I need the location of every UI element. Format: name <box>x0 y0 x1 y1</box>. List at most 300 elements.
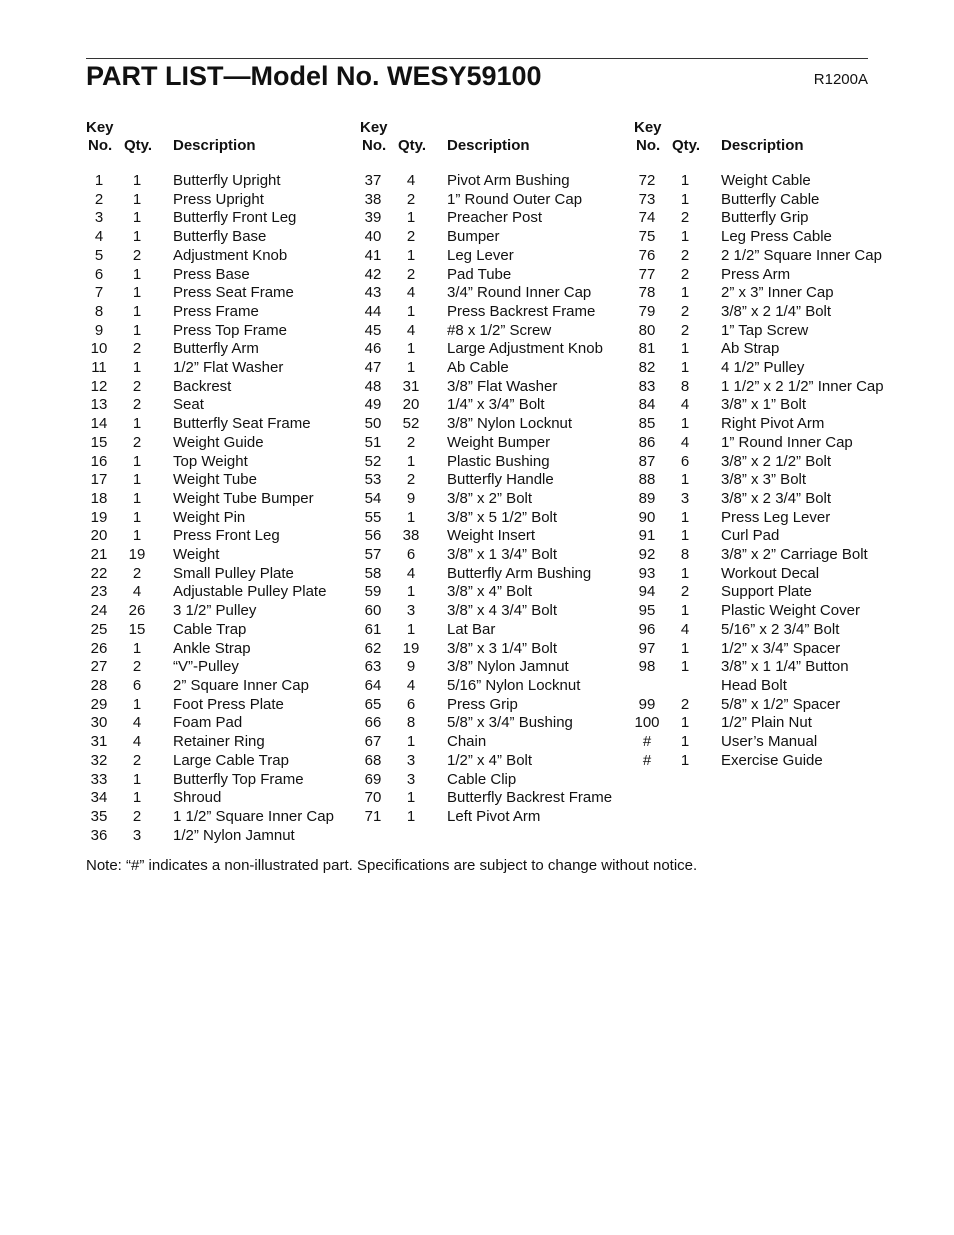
part-key-no: 45 <box>364 321 382 339</box>
part-qty: 1 <box>680 284 690 302</box>
part-key-no: 27 <box>90 658 108 676</box>
part-row <box>86 789 354 808</box>
top-rule <box>86 58 868 59</box>
part-qty: 2 <box>132 246 142 264</box>
part-description: User’s Manual <box>721 733 818 751</box>
part-description: Butterfly Backrest Frame <box>447 789 613 807</box>
part-description: Butterfly Handle <box>447 471 554 489</box>
part-qty: 2 <box>680 695 690 713</box>
part-description: Press Arm <box>721 265 791 283</box>
part-row <box>86 527 354 546</box>
part-description: Press Top Frame <box>173 321 287 339</box>
part-key-no: 40 <box>364 228 382 246</box>
part-qty: 1 <box>680 714 690 732</box>
part-key-no: 9 <box>94 321 104 339</box>
part-row <box>86 658 354 677</box>
part-description: 3 1/2” Pulley <box>173 602 257 620</box>
part-description: 3/8” Nylon Locknut <box>447 415 573 433</box>
part-row <box>360 509 628 528</box>
part-qty: 1 <box>680 639 690 657</box>
part-qty: 2 <box>132 396 142 414</box>
part-row <box>360 453 628 472</box>
part-description: Press Front Leg <box>173 527 280 545</box>
part-row <box>360 527 628 546</box>
part-qty: 2 <box>680 209 690 227</box>
part-row <box>634 303 934 322</box>
part-key-no: 18 <box>90 489 108 507</box>
part-row <box>360 808 628 827</box>
part-qty: 1 <box>132 209 142 227</box>
part-qty: 1 <box>406 583 416 601</box>
part-description: Preacher Post <box>447 209 543 227</box>
part-description: 1” Round Inner Cap <box>721 433 853 451</box>
part-qty: 3 <box>406 602 416 620</box>
header-no: No. <box>362 137 387 154</box>
part-row <box>86 471 354 490</box>
part-row <box>86 378 354 397</box>
part-row <box>634 172 934 191</box>
part-row <box>360 546 628 565</box>
part-description: Butterfly Front Leg <box>173 209 297 227</box>
part-key-no: 48 <box>364 377 382 395</box>
part-key-no: 81 <box>638 340 656 358</box>
part-qty: 31 <box>402 377 420 395</box>
part-description: Ab Strap <box>721 340 780 358</box>
part-row <box>86 640 354 659</box>
part-row <box>86 359 354 378</box>
part-key-no: 11 <box>91 359 107 377</box>
part-key-no: 26 <box>90 639 108 657</box>
part-qty: 6 <box>406 695 416 713</box>
part-row <box>86 434 354 453</box>
part-key-no: 61 <box>364 620 382 638</box>
part-description: Weight Tube <box>173 471 257 489</box>
part-description: Plastic Weight Cover <box>721 602 860 620</box>
part-key-no: 20 <box>90 527 108 545</box>
part-key-no: 87 <box>638 452 656 470</box>
column-header <box>634 119 934 172</box>
part-row <box>634 359 934 378</box>
part-qty: 1 <box>132 228 142 246</box>
part-description: 1/2” x 4” Bolt <box>447 751 533 769</box>
part-qty: 3 <box>132 826 142 844</box>
part-qty: 4 <box>132 714 142 732</box>
part-key-no: 66 <box>364 714 382 732</box>
part-row <box>360 228 628 247</box>
part-row <box>360 490 628 509</box>
part-row <box>634 378 934 397</box>
part-key-no: 24 <box>90 602 108 620</box>
part-qty: 19 <box>402 639 420 657</box>
part-qty: 1 <box>680 508 690 526</box>
part-qty: 1 <box>132 770 142 788</box>
part-row <box>634 752 934 771</box>
part-key-no: 52 <box>364 452 382 470</box>
part-description: Cable Trap <box>173 620 247 638</box>
part-description: Pad Tube <box>447 265 512 283</box>
part-key-no: 3 <box>94 209 104 227</box>
part-qty: 4 <box>680 620 690 638</box>
part-row <box>86 771 354 790</box>
part-qty: 4 <box>132 583 142 601</box>
part-qty: 1 <box>132 284 142 302</box>
part-row <box>634 583 934 602</box>
part-qty: 1 <box>406 452 416 470</box>
part-qty: 19 <box>128 546 146 564</box>
part-qty: 4 <box>132 733 142 751</box>
part-row <box>634 509 934 528</box>
part-qty: 1 <box>680 172 690 189</box>
part-key-no: 72 <box>638 172 656 189</box>
part-description: 1/4” x 3/4” Bolt <box>447 396 545 414</box>
part-key-no: 76 <box>638 246 656 264</box>
part-description: Press Seat Frame <box>173 284 294 302</box>
part-row <box>634 565 934 584</box>
part-qty: 1 <box>680 228 690 246</box>
part-row <box>634 396 934 415</box>
part-qty: 4 <box>406 284 416 302</box>
part-row <box>86 228 354 247</box>
part-row <box>86 546 354 565</box>
part-qty: 4 <box>406 172 416 189</box>
part-key-no: 10 <box>90 340 108 358</box>
part-key-no: 39 <box>364 209 382 227</box>
part-description: Butterfly Upright <box>173 172 281 189</box>
part-row <box>360 378 628 397</box>
part-key-no: 92 <box>638 546 656 564</box>
part-row <box>360 771 628 790</box>
part-qty: 1 <box>406 508 416 526</box>
part-qty: 15 <box>128 620 146 638</box>
part-description: Weight Insert <box>447 527 536 545</box>
part-row <box>86 340 354 359</box>
part-description: Weight Bumper <box>447 433 551 451</box>
part-description: Small Pulley Plate <box>173 564 294 582</box>
part-key-no: 29 <box>90 695 108 713</box>
part-row <box>360 359 628 378</box>
part-row <box>360 583 628 602</box>
part-description: Right Pivot Arm <box>721 415 825 433</box>
part-qty: 1 <box>680 658 690 676</box>
part-description: Butterfly Arm <box>173 340 259 358</box>
part-key-no: 80 <box>638 321 656 339</box>
part-key-no: 25 <box>90 620 108 638</box>
part-row <box>360 658 628 677</box>
part-row <box>634 340 934 359</box>
part-qty: 2 <box>680 583 690 601</box>
part-row <box>634 266 934 285</box>
part-qty: 3 <box>406 751 416 769</box>
part-description: 2 1/2” Square Inner Cap <box>721 246 882 264</box>
part-description: Plastic Bushing <box>447 452 550 470</box>
part-key-no: 54 <box>364 489 382 507</box>
part-row <box>86 714 354 733</box>
parts-rows <box>360 172 628 827</box>
part-key-no: 83 <box>638 377 656 395</box>
part-row <box>634 640 934 659</box>
part-key-no: 2 <box>94 190 104 208</box>
part-key-no: 68 <box>364 751 382 769</box>
part-description: 3/8” Nylon Jamnut <box>447 658 569 676</box>
part-description: 5/8” x 3/4” Bushing <box>447 714 573 732</box>
part-key-no: # <box>642 751 652 769</box>
part-key-no: 69 <box>364 770 382 788</box>
part-key-no: 85 <box>638 415 656 433</box>
part-key-no: 75 <box>638 228 656 246</box>
part-description: #8 x 1/2” Screw <box>447 321 552 339</box>
part-description: 1/2” x 3/4” Spacer <box>721 639 841 657</box>
part-row <box>86 247 354 266</box>
part-row <box>360 322 628 341</box>
part-row <box>634 527 934 546</box>
part-key-no: 97 <box>638 639 656 657</box>
part-description: Press Base <box>173 265 250 283</box>
part-row <box>360 340 628 359</box>
part-qty: 1 <box>132 527 142 545</box>
part-key-no: 55 <box>364 508 382 526</box>
part-description: Butterfly Seat Frame <box>173 415 311 433</box>
part-description: Curl Pad <box>721 527 780 545</box>
part-row <box>86 677 354 696</box>
part-description: 3/8” x 2” Carriage Bolt <box>721 546 868 564</box>
part-row <box>634 191 934 210</box>
part-description: 1/2” Flat Washer <box>173 359 284 377</box>
parts-column-2 <box>360 119 628 827</box>
part-key-no: 23 <box>90 583 108 601</box>
part-qty: 4 <box>680 433 690 451</box>
header-key: Key <box>86 119 114 136</box>
part-key-no: 51 <box>364 433 382 451</box>
part-description: Weight Pin <box>173 508 246 526</box>
part-description: Butterfly Base <box>173 228 267 246</box>
part-key-no: # <box>642 733 652 751</box>
part-row <box>360 191 628 210</box>
part-row <box>360 565 628 584</box>
part-qty: 1 <box>132 489 142 507</box>
part-key-no: 64 <box>364 676 382 694</box>
part-row <box>86 266 354 285</box>
part-key-no: 88 <box>638 471 656 489</box>
part-qty: 6 <box>132 676 142 694</box>
part-row <box>360 677 628 696</box>
column-header <box>86 119 354 172</box>
form-code: R1200A <box>813 71 868 88</box>
part-row <box>360 172 628 191</box>
part-description: Exercise Guide <box>721 751 823 769</box>
part-qty: 2 <box>406 190 416 208</box>
part-key-no: 73 <box>638 190 656 208</box>
part-key-no: 93 <box>638 564 656 582</box>
part-row <box>360 733 628 752</box>
part-qty: 2 <box>132 751 142 769</box>
part-row <box>360 266 628 285</box>
part-row <box>86 696 354 715</box>
part-description: Butterfly Grip <box>721 209 809 227</box>
part-qty: 1 <box>680 733 690 751</box>
part-qty: 1 <box>132 359 142 377</box>
part-description: 2” Square Inner Cap <box>173 676 309 694</box>
part-qty: 2 <box>132 433 142 451</box>
part-row <box>634 490 934 509</box>
part-description: Large Cable Trap <box>173 751 289 769</box>
part-qty: 4 <box>406 564 416 582</box>
part-qty: 1 <box>132 789 142 807</box>
part-description: 3/8” x 2 1/4” Bolt <box>721 302 832 320</box>
part-description: Press Backrest Frame <box>447 302 596 320</box>
part-description: 3/8” x 2 1/2” Bolt <box>721 452 832 470</box>
part-key-no: 1 <box>94 172 104 189</box>
part-qty: 52 <box>402 415 420 433</box>
part-key-no: 37 <box>364 172 382 189</box>
part-qty: 4 <box>406 321 416 339</box>
header-key: Key <box>360 119 388 136</box>
part-qty: 1 <box>406 359 416 377</box>
part-description: Leg Press Cable <box>721 228 832 246</box>
part-row <box>86 415 354 434</box>
part-key-no: 67 <box>364 733 382 751</box>
part-key-no: 50 <box>364 415 382 433</box>
part-description: Weight Tube Bumper <box>173 489 314 507</box>
part-row <box>634 733 934 752</box>
header-key: Key <box>634 119 662 136</box>
part-description: Top Weight <box>173 452 248 470</box>
part-description: Press Upright <box>173 190 264 208</box>
part-description: “V”-Pulley <box>173 658 239 676</box>
part-qty: 1 <box>680 359 690 377</box>
part-row <box>360 602 628 621</box>
part-qty: 1 <box>680 415 690 433</box>
part-key-no: 35 <box>90 807 108 825</box>
page-title: PART LIST—Model No. WESY59100 <box>86 61 542 91</box>
part-row <box>634 453 934 472</box>
parts-rows <box>634 172 934 771</box>
part-qty: 1 <box>406 340 416 358</box>
header-no: No. <box>88 137 113 154</box>
part-description: Left Pivot Arm <box>447 807 541 825</box>
part-description: 3/8” x 3” Bolt <box>721 471 807 489</box>
part-key-no: 41 <box>364 246 382 264</box>
part-qty: 2 <box>132 564 142 582</box>
part-description: Ankle Strap <box>173 639 251 657</box>
part-key-no: 16 <box>90 452 108 470</box>
part-row <box>634 247 934 266</box>
part-row <box>360 396 628 415</box>
part-row <box>86 453 354 472</box>
part-key-no: 84 <box>638 396 656 414</box>
parts-rows <box>86 172 354 845</box>
part-row <box>86 209 354 228</box>
part-key-no: 65 <box>364 695 382 713</box>
part-row <box>634 696 934 715</box>
part-row <box>86 808 354 827</box>
part-description: Pivot Arm Bushing <box>447 172 570 189</box>
part-key-no: 99 <box>638 695 656 713</box>
part-qty: 4 <box>406 676 416 694</box>
part-qty: 2 <box>680 321 690 339</box>
part-row <box>86 565 354 584</box>
part-key-no: 58 <box>364 564 382 582</box>
part-description: Adjustable Pulley Plate <box>173 583 327 601</box>
part-qty: 8 <box>680 546 690 564</box>
part-qty: 1 <box>132 190 142 208</box>
part-row <box>86 490 354 509</box>
part-key-no: 77 <box>638 265 656 283</box>
part-key-no: 56 <box>364 527 382 545</box>
part-row <box>634 621 934 640</box>
part-qty: 2 <box>406 433 416 451</box>
part-qty: 2 <box>132 658 142 676</box>
part-description: 1 1/2” x 2 1/2” Inner Cap <box>721 377 884 395</box>
part-key-no: 71 <box>364 807 382 825</box>
part-row <box>86 172 354 191</box>
part-key-no: 5 <box>94 246 104 264</box>
part-description: 2” x 3” Inner Cap <box>721 284 834 302</box>
part-description: 5/16” Nylon Locknut <box>447 676 581 694</box>
part-key-no: 19 <box>90 508 108 526</box>
part-description: Press Leg Lever <box>721 508 831 526</box>
part-key-no: 78 <box>638 284 656 302</box>
part-qty: 8 <box>406 714 416 732</box>
part-description: Adjustment Knob <box>173 246 288 264</box>
part-row <box>634 546 934 565</box>
part-key-no: 57 <box>364 546 382 564</box>
part-key-no: 21 <box>90 546 108 564</box>
part-description: 3/8” x 1 3/4” Bolt <box>447 546 558 564</box>
part-key-no: 74 <box>638 209 656 227</box>
part-row <box>360 284 628 303</box>
part-qty: 2 <box>406 228 416 246</box>
part-description: 3/8” x 1” Bolt <box>721 396 807 414</box>
part-description: Shroud <box>173 789 222 807</box>
part-description: Weight Cable <box>721 172 811 189</box>
part-row <box>360 434 628 453</box>
part-key-no: 49 <box>364 396 382 414</box>
part-key-no: 8 <box>94 302 104 320</box>
part-row <box>634 322 934 341</box>
part-row <box>634 415 934 434</box>
part-row <box>634 228 934 247</box>
part-row <box>86 602 354 621</box>
part-qty: 1 <box>406 789 416 807</box>
part-description: Foam Pad <box>173 714 243 732</box>
part-qty: 1 <box>680 751 690 769</box>
part-key-no: 95 <box>638 602 656 620</box>
part-qty: 1 <box>406 302 416 320</box>
part-description: Retainer Ring <box>173 733 265 751</box>
part-description: Press Frame <box>173 302 259 320</box>
part-qty: 2 <box>680 246 690 264</box>
part-qty: 1 <box>680 527 690 545</box>
part-key-no: 53 <box>364 471 382 489</box>
part-row <box>86 583 354 602</box>
part-row <box>634 284 934 303</box>
part-key-no: 60 <box>364 602 382 620</box>
part-description: Backrest <box>173 377 232 395</box>
part-description: 3/4” Round Inner Cap <box>447 284 592 302</box>
part-row <box>86 827 354 846</box>
part-key-no: 33 <box>90 770 108 788</box>
part-row <box>360 696 628 715</box>
header-description: Description <box>447 137 530 154</box>
part-description: Lat Bar <box>447 620 496 638</box>
part-row <box>86 621 354 640</box>
part-key-no: 96 <box>638 620 656 638</box>
part-row <box>360 640 628 659</box>
part-qty: 4 <box>680 396 690 414</box>
part-row <box>634 714 934 733</box>
part-qty: 20 <box>402 396 420 414</box>
part-description: Support Plate <box>721 583 812 601</box>
